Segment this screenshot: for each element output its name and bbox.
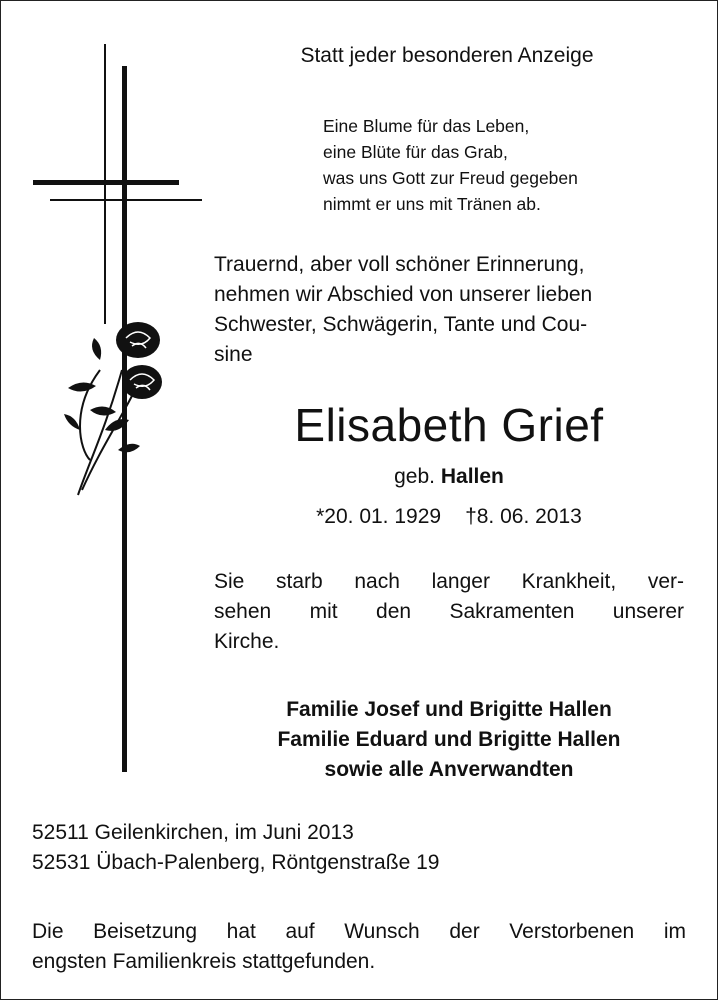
mourner-line: sowie alle Anverwandten [324, 758, 574, 781]
poem-line: Eine Blume für das Leben, [323, 116, 530, 136]
mourner-line: Familie Josef und Brigitte Hallen [286, 698, 612, 721]
address-line: 52531 Übach-Palenberg, Röntgenstraße 19 [32, 851, 440, 874]
life-dates [214, 505, 684, 529]
intro-text [214, 250, 684, 370]
header-line: Statt jeder besonderen Anzeige [300, 44, 594, 67]
death-note [214, 567, 684, 657]
maiden-name-value: Hallen [440, 465, 504, 488]
maiden-name-prefix: geb. [394, 465, 435, 488]
cross-horizontal-bar [33, 180, 179, 185]
intro-line: Trauernd, aber voll schöner Erinnerung, [214, 253, 585, 276]
mourners [214, 695, 684, 785]
maiden-name [214, 465, 684, 489]
death-note-line: Sie starb nach langer Krankheit, ver- [214, 570, 684, 593]
death-note-line: Kirche. [214, 630, 280, 653]
poem-line: was uns Gott zur Freud gegeben [323, 168, 578, 188]
address-line: 52511 Geilenkirchen, im Juni 2013 [32, 821, 354, 844]
death-note-line: sehen mit den Sakramenten unserer [214, 600, 684, 623]
intro-line: sine [214, 343, 253, 366]
birth-date: *20. 01. 1929 [316, 505, 442, 528]
intro-line: nehmen wir Abschied von unserer lieben [214, 283, 593, 306]
intro-line: Schwester, Schwägerin, Tante und Cou- [214, 313, 588, 336]
burial-line: engsten Familienkreis stattgefunden. [32, 950, 376, 973]
poem-line: nimmt er uns mit Tränen ab. [323, 194, 541, 214]
poem [323, 113, 578, 217]
death-date: †8. 06. 2013 [465, 505, 582, 528]
mourner-line: Familie Eduard und Brigitte Hallen [277, 728, 621, 751]
burial-note [32, 917, 686, 977]
cross-horizontal-thin-bar [50, 199, 202, 201]
poem-line: eine Blüte für das Grab, [323, 142, 508, 162]
address-block [32, 818, 439, 878]
burial-line: Die Beisetzung hat auf Wunsch der Verstorbenen im [32, 920, 686, 943]
rose-icon [60, 310, 170, 500]
deceased-name: Elisabeth Grief [294, 399, 604, 451]
